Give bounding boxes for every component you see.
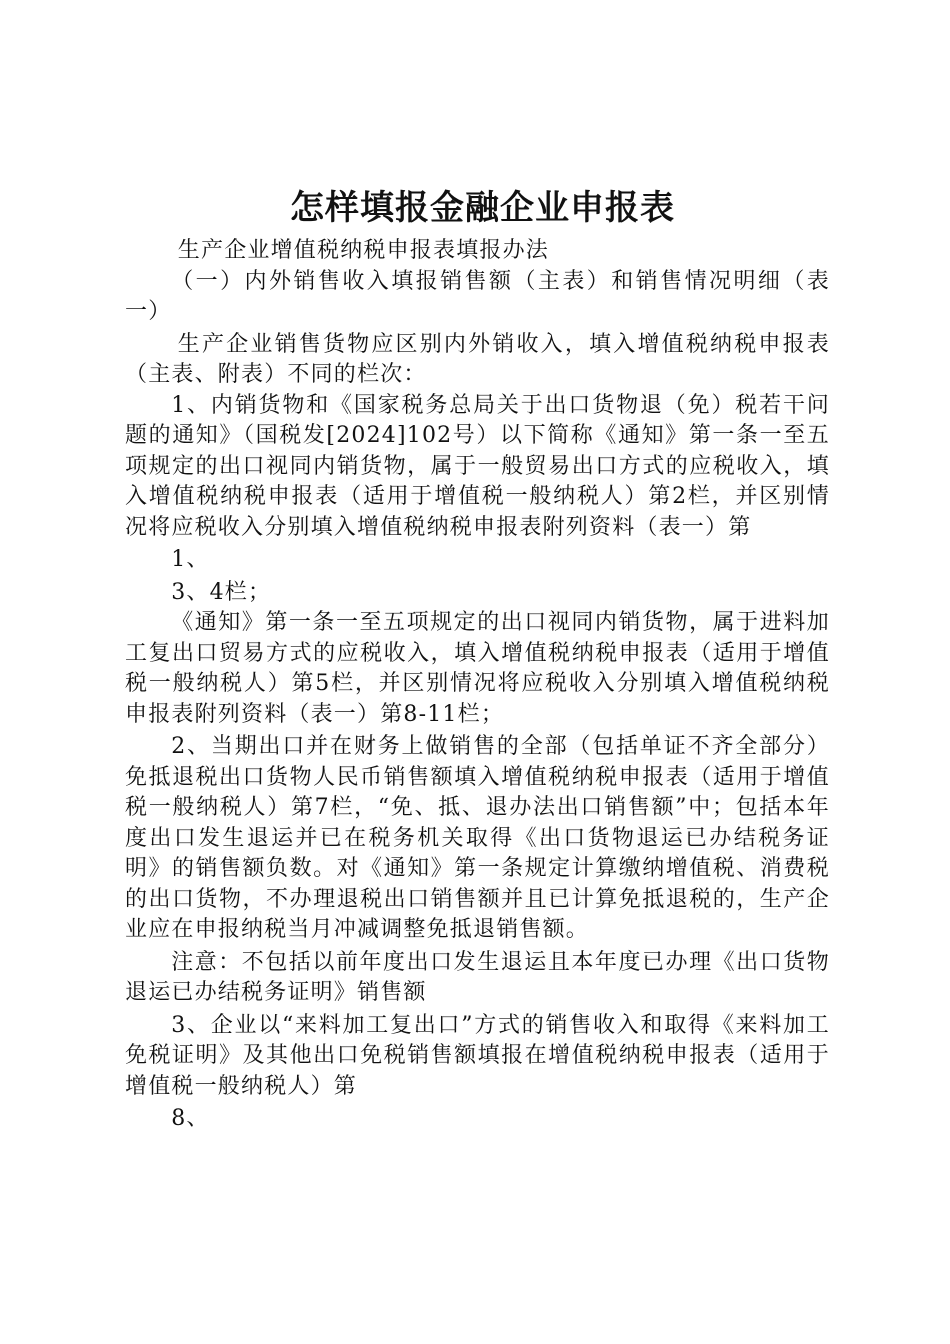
paragraph-heading: 生产企业增值税纳税申报表填报办法: [177, 238, 549, 263]
paragraph-note: 注意：不包括以前年度出口发生退运且本年度已办理《出口货物退运已办结税务证明》销售额: [125, 949, 830, 1005]
document-page: [125, 180, 830, 1135]
document-title: 怎样填报金融企业申报表: [290, 188, 675, 228]
paragraph-item-3: 3、企业以“来料加工复出口”方式的销售收入和取得《来料加工免税证明》及其他出口免税销售额填报在增值税纳税申报表（适用于增值税一般纳税人）第: [125, 1012, 830, 1099]
paragraph-notice: 《通知》第一条一至五项规定的出口视同内销货物，属于进料加工复出口贸易方式的应税收入，填入增值税纳税申报表（适用于增值税一般纳税人）第5栏，并区别情况将应税收入分别填入增值税纳税申报表附列资料（表一）第8-11栏；: [125, 610, 830, 727]
paragraph-intro: 生产企业销售货物应区别内外销收入，填入增值税纳税申报表（主表、附表）不同的栏次：: [125, 331, 830, 387]
paragraph-item-2: 2、当期出口并在财务上做销售的全部（包括单证不齐全部分）免抵退税出口货物人民币销售额填入增值税纳税申报表（适用于增值税一般纳税人）第7栏，“免、抵、退办法出口销售额”中；包括本年度出口发生退运并已在税务机关取得《出口货物退运已办结税务证明》的销售额负数。对《通知》第一条规定计算缴纳增值税、消费税的出口货物，不办理退税出口销售额并且已计算免抵退税的，生产企业应在申报纳税当月冲减调整免抵退销售额。: [125, 734, 830, 942]
paragraph-section-one: （一）内外销售收入填报销售额（主表）和销售情况明细（表一）: [125, 268, 830, 324]
paragraph-fragment-1: 1、: [171, 547, 210, 572]
paragraph-fragment-3: 8、: [171, 1106, 210, 1131]
paragraph-item-1: 1、内销货物和《国家税务总局关于出口货物退（免）税若干问题的通知》（国税发[2024]102号）以下简称《通知》第一条一至五项规定的出口视同内销货物，属于一般贸易出口方式的应税收入，填入增值税纳税申报表（适用于增值税一般纳税人）第2栏，并区别情况将应税收入分别填入增值税纳税申报表附列资料（表一）第: [125, 392, 830, 540]
paragraph-fragment-2: 3、4栏；: [171, 579, 272, 605]
